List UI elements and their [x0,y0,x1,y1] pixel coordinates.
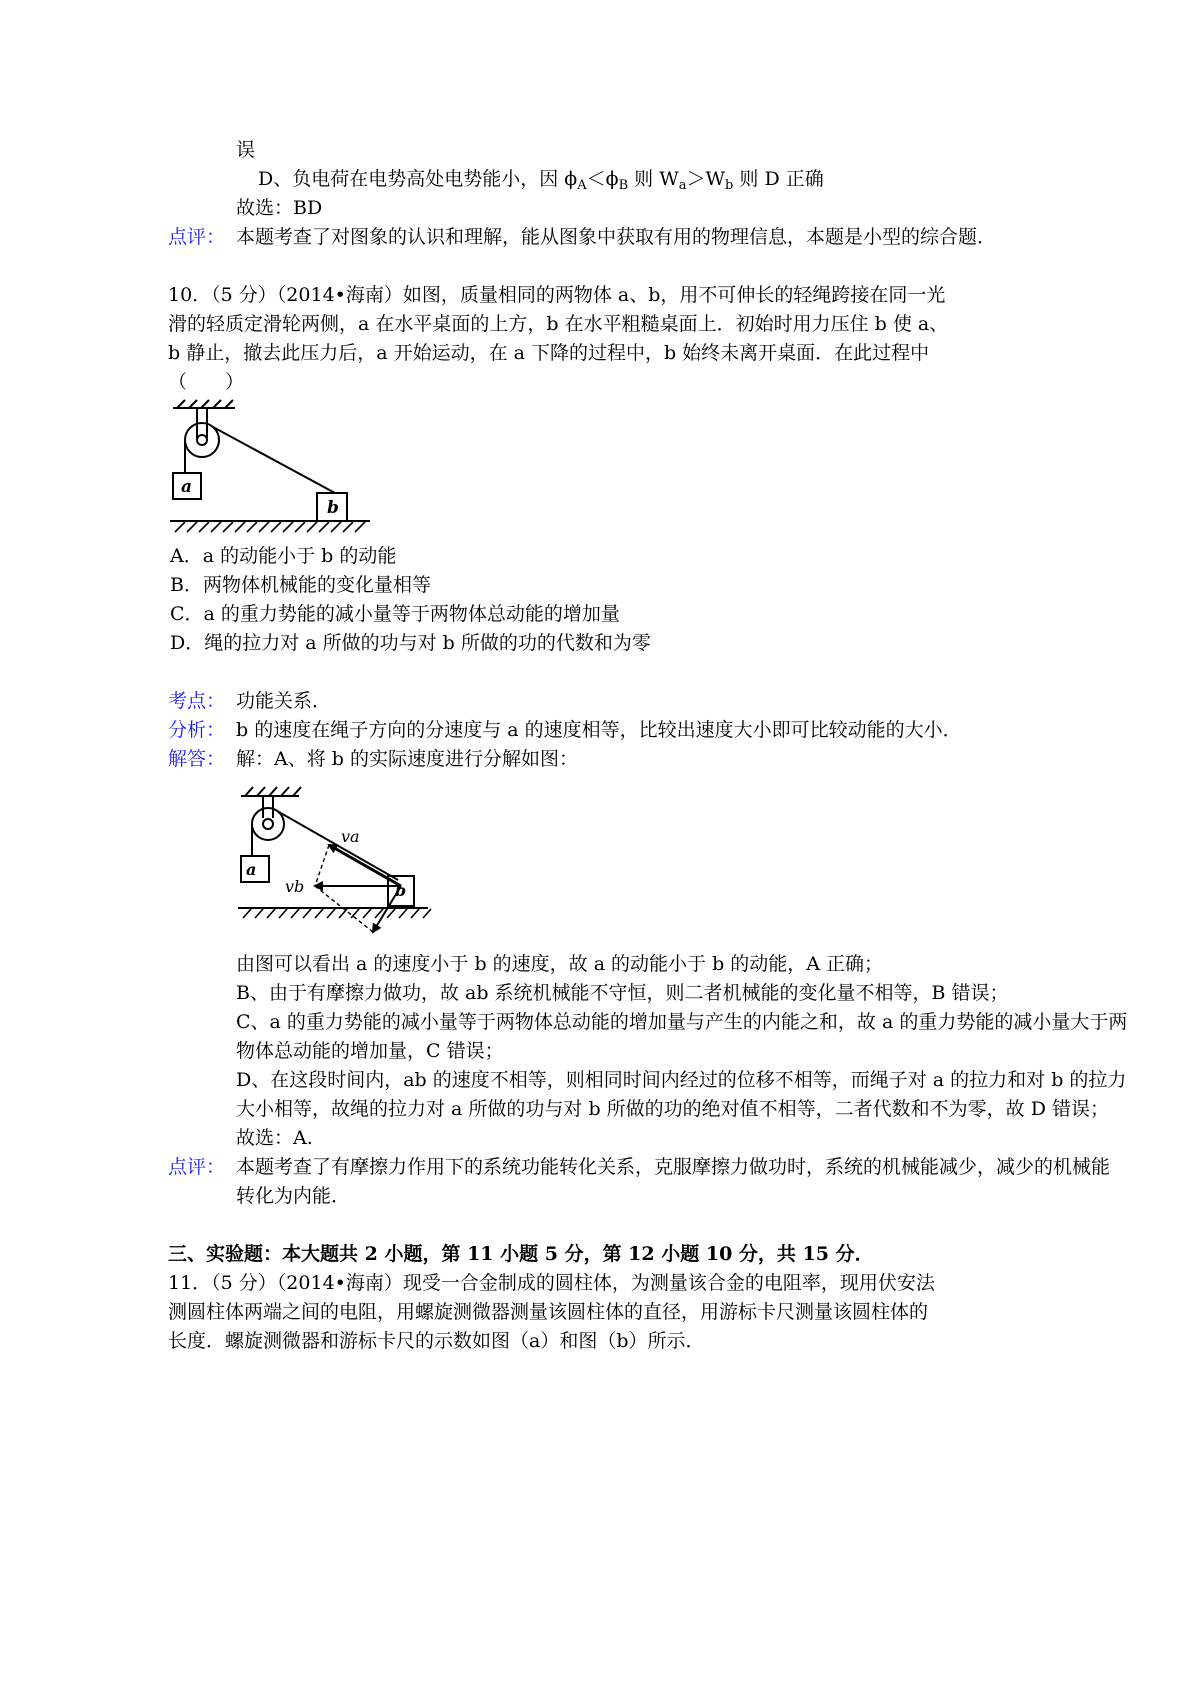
fig1-label-a: a [181,477,193,497]
velocity-decomposition-diagram [233,782,433,942]
sub-B: B [618,178,629,193]
q10-stem-line2: 滑的轻质定滑轮两侧，a 在水平桌面的上方，b 在水平粗糙桌面上．初始时用力压住 b 使 a、 [168,313,949,335]
option-b: B．两物体机械能的变化量相等 [170,574,431,596]
kaodian-text: 功能关系． [236,690,332,712]
solution-line-4: 物体总动能的增加量，C 错误； [236,1040,504,1062]
d-text-4: ＞W [686,168,726,190]
solution-line-5: D、在这段时间内，ab 的速度不相等，则相同时间内经过的位移不相等，而绳子对 a 的拉力和对 b 的拉力 [236,1069,1127,1091]
sub-b: b [725,178,734,193]
solution-line-6: 大小相等，故绳的拉力对 a 所做的功与对 b 所做的功的绝对值不相等，二者代数和不为零，故 D 错误； [236,1098,1109,1120]
sub-A: A [577,178,587,193]
solution-line-3: C、a 的重力势能的减小量等于两物体总动能的增加量与产生的内能之和，故 a 的重力势能的减小量大于两 [236,1011,1128,1033]
jieda-intro: 解：A、将 b 的实际速度进行分解如图： [236,748,578,770]
fig2-label-a: a [246,860,257,879]
fig2-label-va: va [341,827,360,846]
prev-comment-text: 本题考查了对图象的认识和理解，能从图象中获取有用的物理信息，本题是小型的综合题． [236,226,997,248]
prev-answer: 故选：BD [236,197,323,219]
sub-a: a [678,178,687,193]
fig1-label-b: b [327,498,339,518]
prev-line-continuation: 误 [236,139,256,161]
q10-comment-label: 点评： [168,1156,226,1178]
kaodian-label: 考点： [168,690,226,712]
section-heading: 三、实验题：本大题共 2 小题，第 11 小题 5 分，第 12 小题 10 分，共 15 分． [168,1243,874,1265]
q10-stem-line1: 10．（5 分）（2014•海南）如图，质量相同的两物体 a、b，用不可伸长的轻绳跨接在同一光 [168,284,946,306]
jieda-label: 解答： [168,748,226,770]
fenxi-text: b 的速度在绳子方向的分速度与 a 的速度相等，比较出速度大小即可比较动能的大小． [236,719,962,741]
fig2-label-b: b [395,881,407,900]
option-d: D．绳的拉力对 a 所做的功与对 b 所做的功的代数和为零 [170,632,651,654]
fenxi-label: 分析： [168,719,226,741]
q10-stem-line3: b 静止，撤去此压力后，a 开始运动，在 a 下降的过程中，b 始终未离开桌面．在此过程中 [168,342,930,364]
option-c: C．a 的重力势能的减小量等于两物体总动能的增加量 [170,603,620,625]
pulley-diagram [165,398,375,538]
d-text-5: 则 D 正确 [733,168,824,190]
fig2-label-vb: vb [285,877,305,896]
q11-stem-line1: 11．（5 分）（2014•海南）现受一合金制成的圆柱体，为测量该合金的电阻率，现用伏安法 [168,1272,935,1294]
q10-stem-line4: （ ） [168,371,245,393]
d-text-1: D、负电荷在电势高处电势能小，因 ϕ [258,168,578,190]
solution-line-1: 由图可以看出 a 的速度小于 b 的速度，故 a 的动能小于 b 的动能，A 正确； [236,953,884,975]
d-text-2: ＜ϕ [586,168,619,190]
prev-option-d-analysis [258,167,824,198]
prev-comment-label: 点评： [168,226,226,248]
q11-stem-line3: 长度．螺旋测微器和游标卡尺的示数如图（a）和图（b）所示． [168,1330,705,1352]
option-a: A．a 的动能小于 b 的动能 [170,545,397,567]
q10-comment-line2: 转化为内能． [236,1185,351,1207]
solution-answer: 故选：A. [236,1127,313,1149]
d-text-3: 则 W [628,168,679,190]
solution-line-2: B、由于有摩擦力做功，故 ab 系统机械能不守恒，则二者机械能的变化量不相等，B 错误； [236,982,1009,1004]
q10-comment-line1: 本题考查了有摩擦力作用下的系统功能转化关系，克服摩擦力做功时，系统的机械能减少，减少的机械能 [236,1156,1111,1178]
q11-stem-line2: 测圆柱体两端之间的电阻，用螺旋测微器测量该圆柱体的直径，用游标卡尺测量该圆柱体的 [168,1301,929,1323]
